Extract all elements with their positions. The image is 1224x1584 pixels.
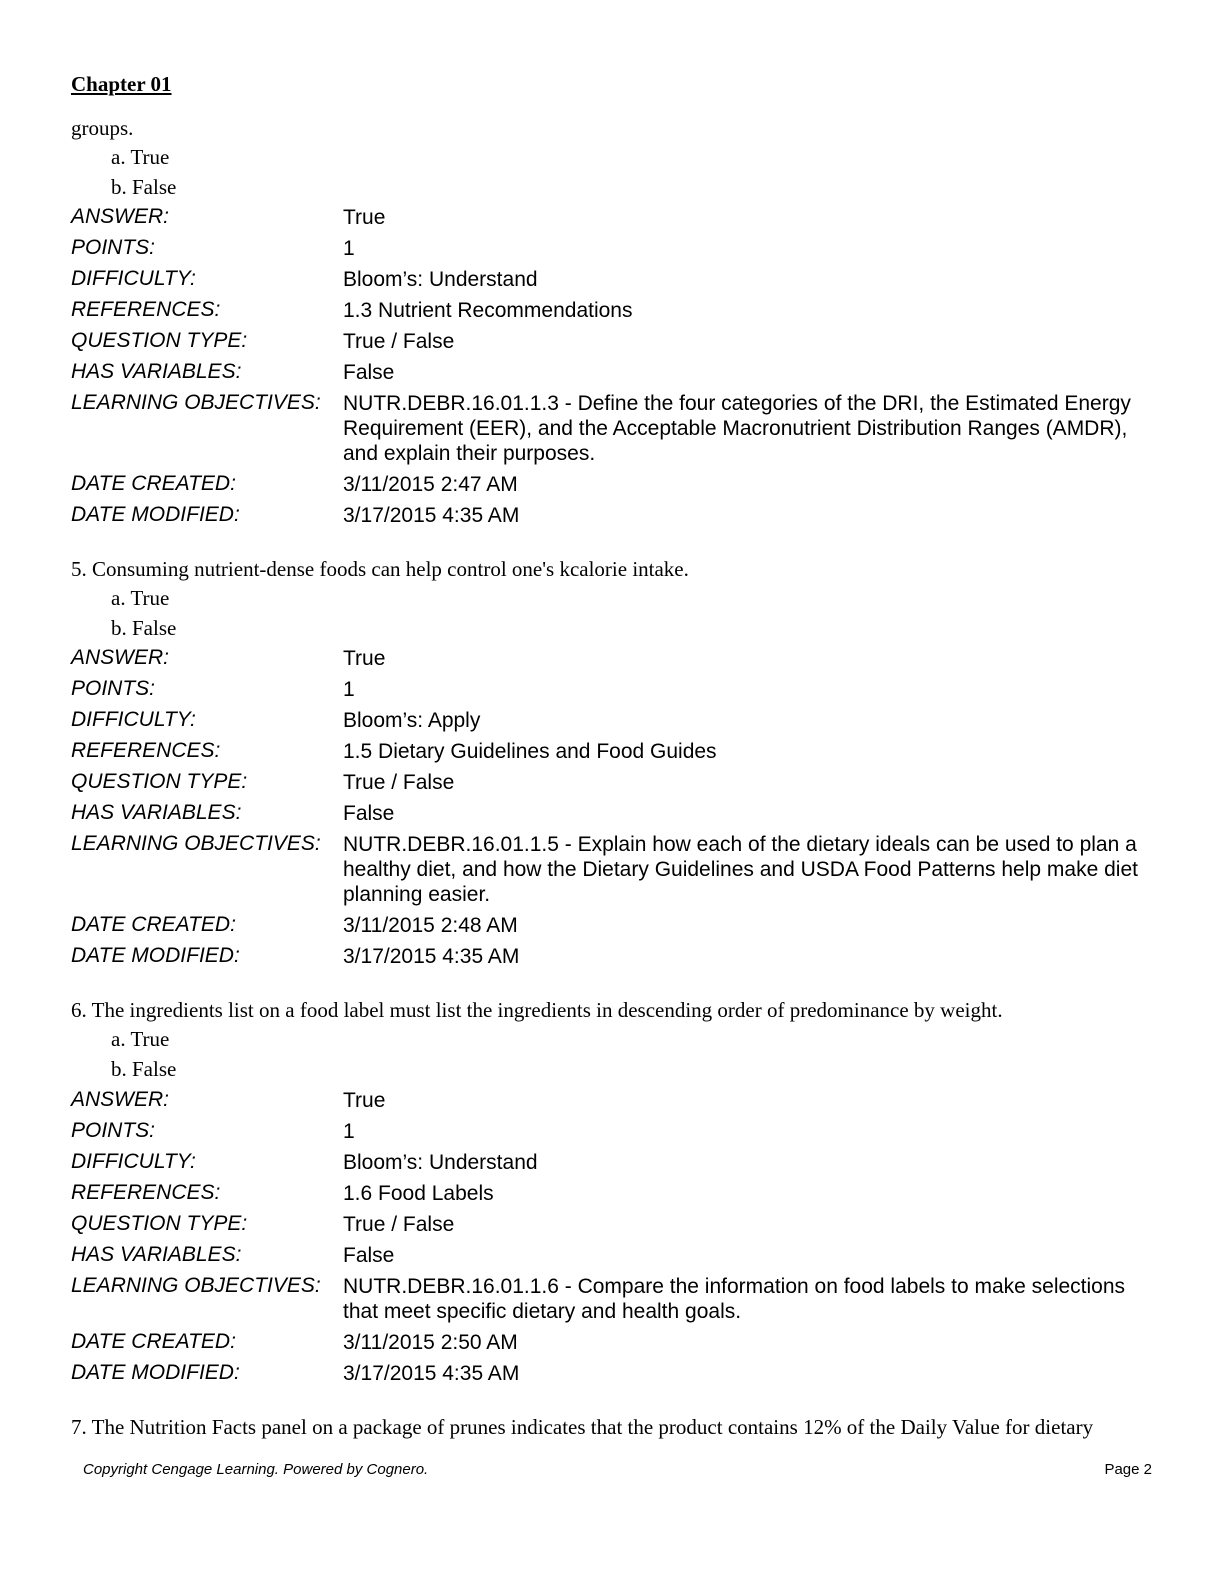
q4-option-a: a. True [111,145,170,169]
q5-question-type-label: QUESTION TYPE: [71,770,248,793]
q4-references-value: 1.3 Nutrient Recommendations [343,299,633,322]
q5-references-value: 1.5 Dietary Guidelines and Food Guides [343,740,717,763]
q6-option-b: b. False [111,1057,177,1081]
q5-answer-label: ANSWER: [71,646,170,669]
q5-date-modified-value: 3/17/2015 4:35 AM [343,945,520,968]
q4-difficulty-label: DIFFICULTY: [71,267,196,290]
q4-references-label: REFERENCES: [71,298,221,321]
q4-has-variables-label: HAS VARIABLES: [71,360,242,383]
q5-option-b: b. False [111,616,177,640]
q4-points-label: POINTS: [71,236,156,259]
q5-learning-objectives-label: LEARNING OBJECTIVES: [71,832,321,855]
q6-option-a: a. True [111,1027,170,1051]
q5-points-label: POINTS: [71,677,156,700]
q6-date-created-label: DATE CREATED: [71,1330,236,1353]
q6-points-label: POINTS: [71,1119,156,1142]
q4-answer-value: True [343,206,386,229]
q6-references-value: 1.6 Food Labels [343,1182,494,1205]
q7-stem: 7. The Nutrition Facts panel on a package of prunes indicates that the product contains 12% of the Daily Value for dietary [71,1415,1094,1439]
q5-learning-objectives-value: NUTR.DEBR.16.01.1.5 - Explain how each of the dietary ideals can be used to plan a healthy diet, and how the Dietary Guidelines and USDA Food Patterns help make diet planning easier. [343,833,1138,906]
q4-date-created-label: DATE CREATED: [71,472,236,495]
q4-option-b: b. False [111,175,177,199]
q6-date-modified-value: 3/17/2015 4:35 AM [343,1362,520,1385]
q4-date-modified-value: 3/17/2015 4:35 AM [343,504,520,527]
q4-learning-objectives-label: LEARNING OBJECTIVES: [71,391,321,414]
q5-date-modified-label: DATE MODIFIED: [71,944,240,967]
q5-has-variables-value: False [343,802,395,825]
q5-stem: 5. Consuming nutrient-dense foods can help control one's kcalorie intake. [71,557,689,581]
q6-difficulty-value: Bloom’s: Understand [343,1151,538,1174]
q5-references-label: REFERENCES: [71,739,221,762]
q6-difficulty-label: DIFFICULTY: [71,1150,196,1173]
q4-points-value: 1 [343,237,355,260]
footer-page-number: Page 2 [1104,1461,1152,1478]
q4-question-type-value: True / False [343,330,455,353]
q4-stem-tail: groups. [71,116,134,140]
q6-has-variables-label: HAS VARIABLES: [71,1243,242,1266]
q5-option-a: a. True [111,586,170,610]
q6-points-value: 1 [343,1120,355,1143]
q5-answer-value: True [343,647,386,670]
q6-date-created-value: 3/11/2015 2:50 AM [343,1331,518,1354]
q6-answer-label: ANSWER: [71,1088,170,1111]
q6-question-type-value: True / False [343,1213,455,1236]
q4-date-modified-label: DATE MODIFIED: [71,503,240,526]
q4-difficulty-value: Bloom’s: Understand [343,268,538,291]
chapter-heading: Chapter 01 [71,72,172,96]
q5-question-type-value: True / False [343,771,455,794]
q6-learning-objectives-value: NUTR.DEBR.16.01.1.6 - Compare the information on food labels to make selections that meet specific dietary and health goals. [343,1275,1126,1323]
q4-learning-objectives-value: NUTR.DEBR.16.01.1.3 - Define the four categories of the DRI, the Estimated Energy Requirement (EER), and the Acceptable Macronutrient Distribution Ranges (AMDR), and explain their purposes. [343,392,1131,465]
q6-has-variables-value: False [343,1244,395,1267]
q4-date-created-value: 3/11/2015 2:47 AM [343,473,518,496]
q5-has-variables-label: HAS VARIABLES: [71,801,242,824]
q4-has-variables-value: False [343,361,395,384]
q5-difficulty-label: DIFFICULTY: [71,708,196,731]
q4-question-type-label: QUESTION TYPE: [71,329,248,352]
q5-difficulty-value: Bloom’s: Apply [343,709,481,732]
q6-learning-objectives-label: LEARNING OBJECTIVES: [71,1274,321,1297]
q6-stem: 6. The ingredients list on a food label must list the ingredients in descending order of predominance by weight. [71,998,1003,1022]
footer-copyright: Copyright Cengage Learning. Powered by Cognero. [83,1461,429,1478]
q5-date-created-value: 3/11/2015 2:48 AM [343,914,518,937]
q6-question-type-label: QUESTION TYPE: [71,1212,248,1235]
q6-answer-value: True [343,1089,386,1112]
q6-date-modified-label: DATE MODIFIED: [71,1361,240,1384]
q5-points-value: 1 [343,678,355,701]
q4-answer-label: ANSWER: [71,205,170,228]
q5-date-created-label: DATE CREATED: [71,913,236,936]
q6-references-label: REFERENCES: [71,1181,221,1204]
